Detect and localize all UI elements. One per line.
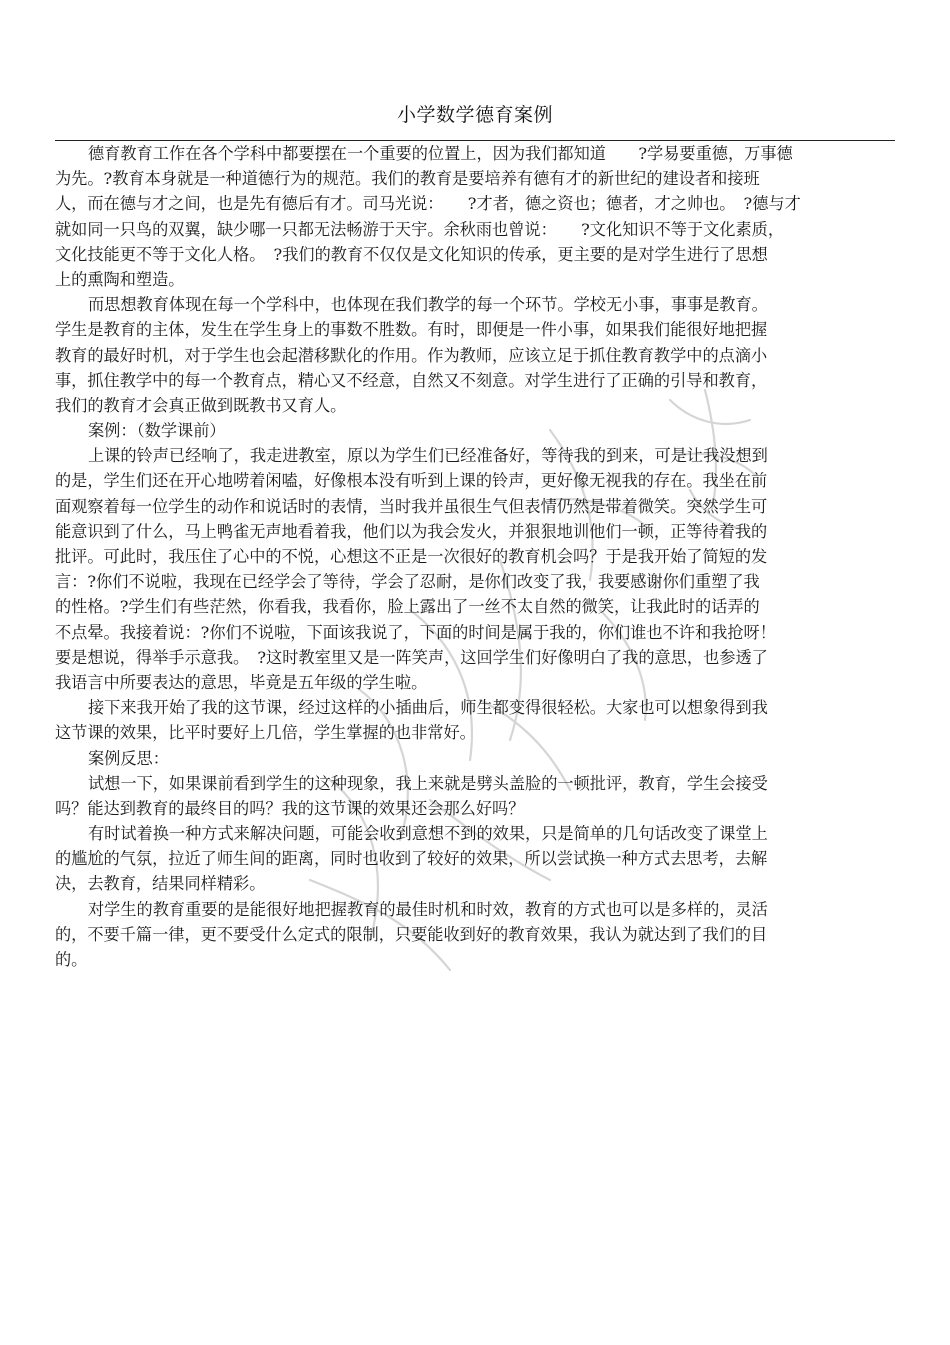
text-line: 上课的铃声已经响了，我走进教室，原以为学生们已经准备好，等待我的到来，可是让我没想到: [88, 446, 768, 466]
text-line: 事，抓住教学中的每一个教育点，精心又不经意，自然又不刻意。对学生进行了正确的引导和教育，: [55, 370, 768, 390]
reflection-heading: 案例反思：: [88, 748, 169, 768]
text-line: 的，不要千篇一律，更不要受什么定式的限制，只要能收到好的教育效果，我认为就达到了我们的目: [55, 924, 768, 944]
text-line: 的性格。?学生们有些茫然，你看我，我看你，脸上露出了一丝不太自然的微笑，让我此时的话弄的: [55, 597, 760, 617]
text-line: 这节课的效果，比平时要好上几倍，学生掌握的也非常好。: [55, 723, 476, 743]
text-line: 吗？能达到教育的最终目的吗？我的这节课的效果还会那么好吗？: [55, 798, 525, 818]
text-line: 就如同一只鸟的双翼，缺少哪一只都无法畅游于天宇。余秋雨也曾说： ?文化知识不等于文化素质，: [55, 219, 785, 239]
text-line: 上的熏陶和塑造。: [55, 269, 185, 289]
text-line: 德育教育工作在各个学科中都要摆在一个重要的位置上，因为我们都知道 ?学易要重德，万事德: [88, 144, 793, 163]
text-line: 不点晕。我接着说：?你们不说啦，下面该我说了，下面的时间是属于我的，你们谁也不许和我抢呀！: [55, 622, 776, 642]
text-line: 我们的教育才会真正做到既教书又育人。: [55, 395, 347, 415]
text-line: 学生是教育的主体，发生在学生身上的事数不胜数。有时，即便是一件小事，如果我们能很好地把握: [55, 320, 768, 340]
case-heading: 案例：（数学课前）: [88, 421, 226, 441]
text-line: 对学生的教育重要的是能很好地把握教育的最佳时机和时效，教育的方式也可以是多样的，灵活: [88, 899, 768, 919]
document-body: [55, 141, 905, 972]
text-line: 能意识到了什么，马上鸭雀无声地看着我，他们以为我会发火，并狠狠地训他们一顿，正等待着我的: [55, 521, 768, 541]
text-line: 教育的最好时机，对于学生也会起潜移默化的作用。作为教师，应该立足于抓住教育教学中的点滴小: [55, 345, 768, 365]
document-title: 小学数学德育案例: [396, 104, 553, 126]
text-line: 接下来我开始了我的这节课，经过这样的小插曲后，师生都变得很轻松。大家也可以想象得到我: [88, 698, 768, 718]
text-line: 试想一下，如果课前看到学生的这种现象，我上来就是劈头盖脸的一顿批评，教育，学生会接受: [88, 773, 768, 793]
text-line: 面观察着每一位学生的动作和说话时的表情，当时我并虽很生气但表情仍然是带着微笑。突然学生可: [55, 496, 768, 516]
text-line: 的尴尬的气氛，拉近了师生间的距离，同时也收到了较好的效果，所以尝试换一种方式去思考，去解: [55, 849, 768, 869]
text-line: 文化技能更不等于文化人格。 ?我们的教育不仅仅是文化知识的传承，更主要的是对学生进行了思想: [55, 244, 768, 264]
text-line: 有时试着换一种方式来解决问题，可能会收到意想不到的效果，只是简单的几句话改变了课堂上: [88, 824, 768, 844]
text-line: 决，去教育，结果同样精彩。: [55, 874, 266, 894]
text-line: 我语言中所要表达的意思，毕竟是五年级的学生啦。: [55, 672, 428, 692]
text-line: 要是想说，得举手示意我。 ?这时教室里又是一阵笑声，这回学生们好像明白了我的意思，也参透了: [55, 647, 768, 667]
text-line: 而思想教育体现在每一个学科中，也体现在我们教学的每一个环节。学校无小事，事事是教育。: [88, 295, 768, 315]
text-line: 人，而在德与才之间，也是先有德后有才。司马光说： ?才者，德之资也；德者，才之帅也。 ?德与才: [55, 194, 801, 214]
text-line: 的是，学生们还在开心地唠着闲嗑，好像根本没有听到上课的铃声，更好像无视我的存在。我坐在前: [55, 471, 768, 491]
text-line: 为先。?教育本身就是一种道德行为的规范。我们的教育是要培养有德有才的新世纪的建设者和接班: [55, 169, 760, 189]
text-line: 的。: [55, 950, 88, 969]
text-line: 言：?你们不说啦，我现在已经学会了等待，学会了忍耐，是你们改变了我，我要感谢你们重塑了我: [55, 572, 760, 592]
text-line: 批评。可此时，我压住了心中的不悦，心想这不正是一次很好的教育机会吗？于是我开始了简短的发: [55, 547, 768, 566]
